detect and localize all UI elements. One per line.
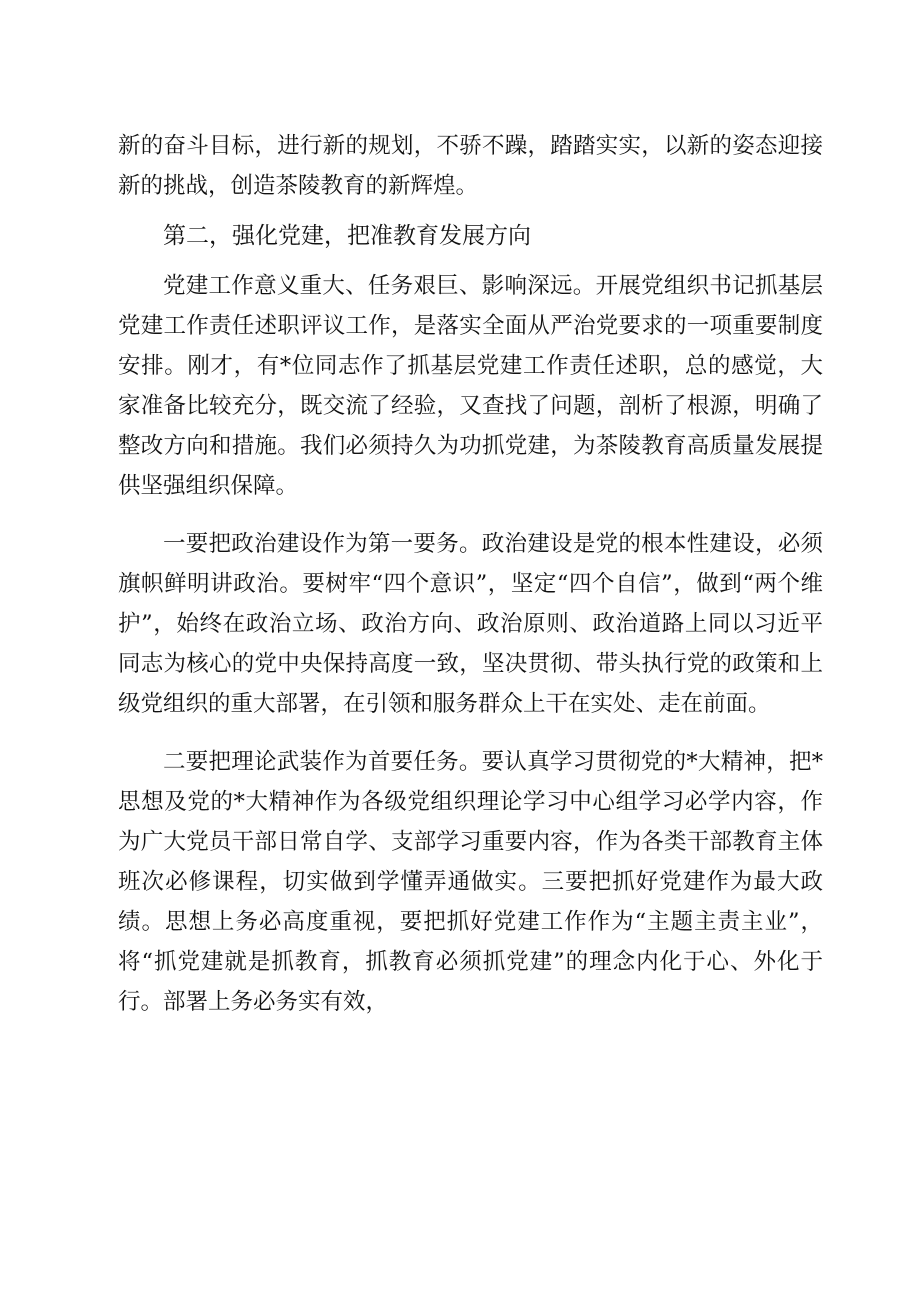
point-one-lead: 一要把政治建设作为第一要务。: [163, 531, 482, 557]
point-two-paragraph: [118, 742, 823, 1022]
spacer: [118, 724, 823, 742]
point-two-body: 要认真学习贯彻党的*大精神，把*思想及党的*大精神作为各级党组织理论学习中心组学习必学内容，作为广大党员干部日常自学、支部学习重要内容，作为各类干部教育主体班次必修课程，切实做到学懂弄通做实。三要把抓好党建作为最大政绩。思想上务必高度重视，要把抓好党建工作作为“主题主责主业”，将“抓党建就是抓教育，抓教育必须抓党建”的理念内化于心、外化于行。部署上务必务实有效，: [118, 749, 823, 1015]
spacer: [118, 506, 823, 524]
document-body: [118, 126, 823, 1022]
point-one-paragraph: [118, 524, 823, 724]
point-two-lead: 二要把理论武装作为首要任务。: [163, 749, 482, 775]
point-one-body: 政治建设是党的根本性建设，必须旗帜鲜明讲政治。要树牢“四个意识”，坚定“四个自信”，做到“两个维护”，始终在政治立场、政治方向、政治原则、政治道路上同以习近平同志为核心的党中央保持高度一致，坚决贯彻、带头执行党的政策和上级党组织的重大部署，在引领和服务群众上干在实处、走在前面。: [118, 531, 823, 717]
spacer: [118, 206, 823, 216]
spacer: [118, 256, 823, 266]
continuation-paragraph: 新的奋斗目标，进行新的规划，不骄不躁，踏踏实实，以新的姿态迎接新的挑战，创造茶陵教育的新辉煌。: [118, 133, 823, 199]
section-heading: 第二，强化党建，把准教育发展方向: [163, 223, 531, 249]
intro-paragraph: 党建工作意义重大、任务艰巨、影响深远。开展党组织书记抓基层党建工作责任述职评议工作，是落实全面从严治党要求的一项重要制度安排。刚才，有*位同志作了抓基层党建工作责任述职，总的感觉，大家准备比较充分，既交流了经验，又查找了问题，剖析了根源，明确了整改方向和措施。我们必须持久为功抓党建，为茶陵教育高质量发展提供坚强组织保障。: [118, 273, 823, 499]
